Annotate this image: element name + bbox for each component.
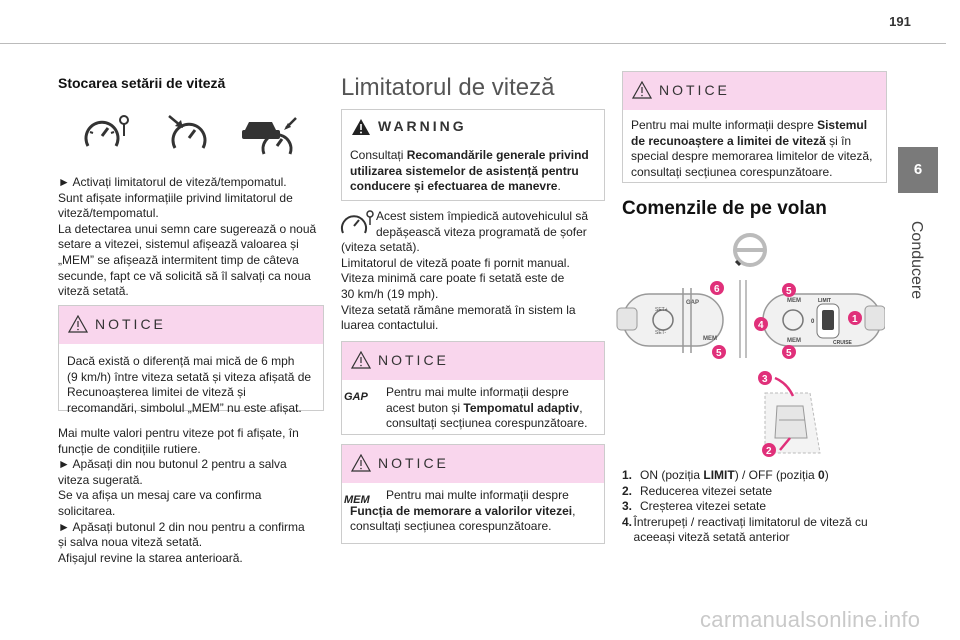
warning-text-end: . [557,179,561,194]
warning-text: Consultați [350,148,407,162]
notice-text: Pentru mai multe informații despre [631,118,818,132]
notice-triangle-icon [632,81,652,99]
notice-text: Pentru mai multe informații despre [386,488,569,502]
notice-title: NOTICE [659,82,730,98]
gap-label: GAP [686,300,700,306]
text-line: Mai multe valori pentru viteze pot fi afișate, în [58,426,299,440]
notice-title: NOTICE [378,455,449,471]
text-line: Viteza setată rămâne memorată în sistem la [341,302,576,317]
notice-body [342,380,604,440]
legend-number: 2. [622,483,633,498]
watermark: carmanualsonline.info [700,607,921,632]
storage-paragraph [58,175,323,300]
legend-number: 3. [622,499,633,514]
text-line: „MEM” se afișează intermitent timp de câteva [58,252,299,267]
text-line: viteză/tempomatul. [58,206,159,221]
text-line: viteza sugerată. [58,472,143,487]
section-title-controls: Comenzile de pe volan [622,198,827,219]
notice-header [342,445,604,483]
text-line: Acest sistem împiedică autovehiculul să [376,209,589,223]
limit-label: LIMIT [818,298,832,304]
legend-item [622,484,886,500]
text-line: La detectarea unui semn care sugerează o nouă [58,221,317,236]
notice-text: Pentru mai multe informații despre acest buton și [386,385,569,415]
text-line: Se va afișa un mesaj care va confirma [58,488,262,503]
text-line: funcție de condițiile rutiere. [58,441,201,456]
warning-box [341,109,605,201]
speedometer-sign-icon [84,114,130,154]
notice-link-text: Funcția de memorare a valorilor vitezei [350,503,573,518]
text-line: setare a vitezei, sistemul afișează valoarea și [58,237,299,252]
text-line: Viteza minimă care poate fi setată este de [341,271,565,286]
legend-text: Întrerupeți / reactivați limitatorul de viteză cu aceeași viteză setată anterior [633,514,868,545]
car-speedometer-icon [240,114,298,158]
text-line: Limitatorul de viteză poate fi pornit manual. [341,255,570,270]
text-line: viteză setată. [58,284,129,299]
zero-label: 0 [811,319,815,325]
notice-text-end: , consultați secțiunea corespunzătoare. [386,400,588,431]
text-line: Sunt afișate informațiile privind limitatorul de [58,190,293,205]
stalk-detail [765,378,820,453]
text-line: 30 km/h (19 mph). [341,286,439,301]
notice-box-recognition [622,71,887,183]
more-values-paragraph [58,426,323,566]
notice-box-mem-function [341,444,605,544]
text-line: luarea contactului. [341,318,439,333]
controls-legend [622,468,886,546]
text-line: recomandări, simbolul „MEM” nu este afișat. [67,400,302,415]
text-line: ► Activați limitatorul de viteză/tempomatul. [58,175,287,189]
page-number: 191 [889,14,911,29]
notice-header [59,306,323,344]
text-line: ► Apăsați din nou butonul 2 pentru a salva [58,457,287,472]
set-plus-label: SET+ [655,307,668,313]
notice-triangle-icon [351,454,371,472]
notice-text-end: , consultați secțiunea corespunzătoare. [350,503,576,534]
mem-button-icon: MEM [344,494,370,506]
text-line: depășească viteza programată de șofer [376,224,587,239]
limiter-description [341,209,603,334]
notice-triangle-icon [68,315,88,333]
callout-5a: 5 [716,348,722,359]
text-line: Afișajul revine la starea anterioară. [58,550,243,565]
notice-title: NOTICE [95,316,166,332]
steering-controls-diagram [615,228,885,458]
chapter-title: Conducere [908,220,925,300]
warning-triangle-icon [351,118,371,136]
mem-label-right-bottom: MEM [787,338,801,344]
notice-body [59,344,323,424]
text-line: secunde, fapt ce vă solicită să îl salvați ca noua [58,268,311,283]
warning-title: WARNING [378,118,467,134]
notice-body [342,483,604,543]
callout-1: 1 [852,314,858,325]
text-line: solicitarea. [58,503,116,518]
steering-wheel-icon [735,235,765,265]
text-line: (9 km/h) între viteza setată și viteza afișată de [67,369,312,384]
callout-2: 2 [766,446,772,457]
speedometer-arrow-icon [167,114,213,154]
callout-6: 6 [714,284,720,295]
warning-link-text: Recomandările generale privind utilizarea sistemelor de asistență pentru conducere și efectuarea de manevre [350,148,589,194]
section-title-limiter: Limitatorul de viteză [341,74,555,101]
set-minus-label: SET- [655,330,667,336]
legend-item [622,468,886,484]
text-line: Dacă există o diferență mai mică de 6 mph [67,354,295,368]
notice-text-end: și în special despre memorarea limitelor de viteză, consultați secțiunea corespunzătoare. [631,133,873,179]
cruise-label: CRUISE [833,340,852,346]
text-line: (viteza setată). [341,240,420,255]
legend-text: ON (poziția LIMIT) / OFF (poziția 0) [640,468,829,482]
callout-4: 4 [758,320,764,331]
warning-header [342,110,604,144]
right-stalk [763,294,885,346]
legend-text: Reducerea vitezei setate [640,483,773,498]
legend-item [622,515,886,546]
notice-triangle-icon [351,351,371,369]
callout-5b: 5 [786,286,792,297]
notice-link-text: Sistemul de recunoaștere a limitei de viteză [631,118,868,148]
left-stalk [617,288,723,353]
notice-box-gap [341,341,605,435]
notice-title: NOTICE [378,352,449,368]
callout-5c: 5 [786,348,792,359]
text-line: Recunoașterea limitei de viteză și [67,385,246,400]
legend-number: 4. [622,514,633,529]
text-line: și salva noua viteză setată. [58,535,203,550]
notice-box-mem [58,305,324,415]
chapter-tab[interactable]: 6 [898,147,938,193]
legend-text: Creșterea vitezei setate [640,499,767,514]
callout-3: 3 [762,374,768,385]
notice-header [623,72,886,110]
text-line: ► Apăsați butonul 2 din nou pentru a confirma [58,519,305,534]
notice-header [342,342,604,380]
warning-body [342,144,604,203]
gap-button-icon: GAP [344,391,368,403]
header-divider [0,43,946,44]
mem-label: MEM [703,336,717,342]
notice-link-text: Tempomatul adaptiv [463,400,580,415]
legend-number: 1. [622,468,633,482]
section-title-storage: Stocarea setării de viteză [58,75,226,91]
mem-label-right: MEM [787,298,801,304]
legend-item [622,499,886,515]
notice-body [623,110,886,188]
